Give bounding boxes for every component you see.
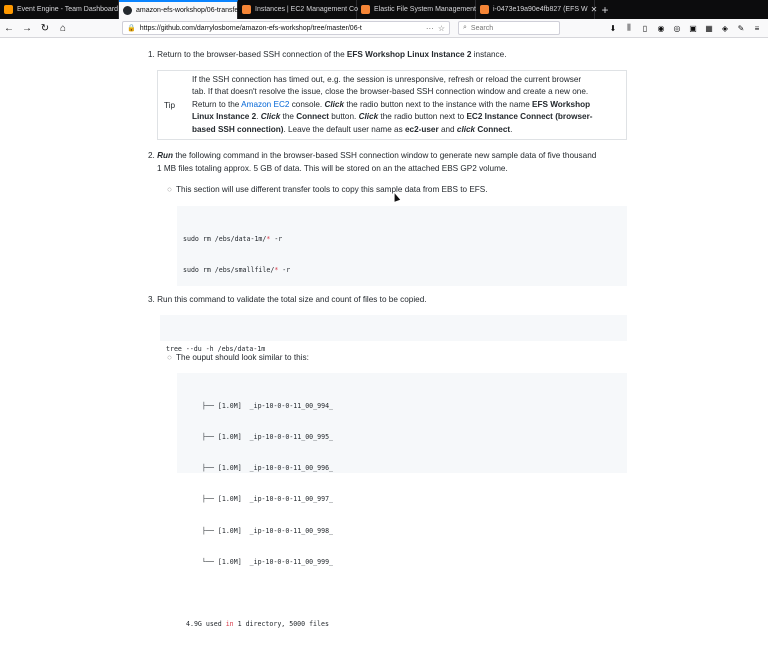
code-block-tree[interactable]: [160, 315, 627, 353]
url-text: https://github.com/darrylosborne/amazon-efs-workshop/tree/master/06-t: [139, 24, 362, 32]
bullet-icon: ○: [167, 185, 172, 194]
back-button[interactable]: ←: [4, 22, 14, 34]
extension-icon[interactable]: ◎: [673, 23, 681, 33]
tab-title: Event Engine - Team Dashboard: [17, 6, 119, 13]
extension-icon[interactable]: ✎: [737, 23, 745, 33]
tab-strip: [0, 0, 768, 19]
tip-fragment: . Leave the default user name as: [283, 124, 405, 134]
code-text: 1 directory, 5000 files: [233, 620, 329, 629]
tip-fragment: the radio button next to: [378, 112, 467, 122]
navigation-bar: [0, 19, 768, 38]
output-summary: [186, 619, 618, 629]
tip-fragment: and: [438, 124, 457, 134]
bookmark-star-icon[interactable]: ☆: [437, 23, 445, 33]
tip-box: [157, 70, 627, 140]
code-line: [183, 265, 621, 275]
tip-label: Tip: [164, 101, 176, 110]
code-block-output[interactable]: [177, 373, 627, 629]
tab-title: Instances | EC2 Management Co: [255, 6, 358, 13]
page-content: [0, 39, 768, 629]
search-icon: ⌕: [463, 24, 467, 31]
step-2-note: [167, 184, 488, 196]
tip-fragment: button.: [328, 112, 359, 122]
output-line: ├── [1.0M] _ip-10-0-0-11_00_997_: [202, 495, 334, 504]
tip-fragment: .: [256, 112, 261, 122]
screenshot-icon[interactable]: ▣: [689, 23, 697, 33]
step-2: [148, 150, 634, 175]
tip-fragment: click: [456, 124, 476, 134]
step-text: the following command in the browser-based SSH connection window to generate new sample data of five thousand: [173, 151, 597, 160]
tip-line: [192, 99, 618, 111]
lock-icon: 🔒: [127, 25, 136, 32]
search-placeholder: Search: [470, 24, 494, 32]
aws-icon: [361, 5, 370, 14]
tip-line: [192, 111, 618, 123]
code-text: -r: [278, 266, 291, 275]
tab-title: Elastic File System Management: [374, 6, 476, 13]
code-token: *: [266, 234, 271, 243]
bullet-icon: ○: [167, 353, 172, 362]
tip-fragment: based SSH connection): [192, 124, 284, 134]
tip-fragment: .: [510, 124, 513, 134]
tip-fragment: EFS Workshop: [532, 99, 591, 109]
step-text: Run this command to validate the total size and count of files to be copied.: [157, 295, 427, 304]
step-number: 3.: [148, 295, 155, 304]
code-token: in: [225, 620, 234, 629]
tab-event-engine[interactable]: [0, 0, 119, 19]
downloads-icon[interactable]: ⬇: [609, 23, 617, 33]
github-icon: [123, 6, 132, 15]
aws-icon: [242, 5, 251, 14]
tip-fragment: Linux Instance 2: [192, 112, 257, 122]
tip-fragment: the: [280, 112, 297, 122]
note-text: This section will use different transfer tools to copy this sample data from EBS to EFS.: [175, 185, 488, 194]
step-line: [148, 150, 634, 163]
code-text: -r: [270, 234, 283, 243]
tab-ec2-instances[interactable]: [238, 0, 357, 19]
tab-title: i-0473e19a90e4fb827 (EFS W: [493, 6, 588, 13]
url-bar[interactable]: [122, 21, 450, 35]
tip-fragment: Connect: [477, 124, 511, 134]
step-3: [148, 294, 634, 307]
output-line: ├── [1.0M] _ip-10-0-0-11_00_994_: [202, 401, 334, 410]
tip-line: [192, 124, 618, 136]
step-text: Return to the browser-based SSH connection of the: [157, 50, 347, 59]
new-tab-button[interactable]: +: [601, 2, 609, 17]
note-text: The ouput should look similar to this:: [175, 353, 309, 362]
tip-fragment: EC2 Instance Connect (browser-: [466, 112, 593, 122]
step-text: instance.: [471, 50, 507, 59]
tab-title: amazon-efs-workshop/06-transfer: [136, 7, 241, 14]
step-3-note: [167, 352, 309, 364]
reload-button[interactable]: ↻: [40, 22, 50, 34]
step-number: 1.: [148, 50, 155, 59]
code-token: *: [274, 266, 279, 275]
step-1: [148, 49, 634, 62]
page-actions-icon[interactable]: ···: [425, 23, 434, 33]
aws-icon: [4, 5, 13, 14]
step-text: Run: [157, 151, 174, 160]
amazon-ec2-link[interactable]: Amazon EC2: [241, 99, 290, 109]
home-button[interactable]: ⌂: [59, 22, 67, 34]
tab-github[interactable]: [119, 0, 241, 19]
tip-line: tab. If that doesn't resolve the issue, close the browser-based SSH connection window and create a new one.: [192, 87, 589, 97]
code-text: sudo rm /ebs/data-1m/: [183, 234, 267, 243]
tip-fragment: console.: [289, 99, 325, 109]
container-icon[interactable]: ▦: [705, 23, 713, 33]
tip-fragment: Return to the: [192, 99, 242, 109]
code-text: sudo rm /ebs/smallfile/: [183, 266, 275, 275]
output-line: ├── [1.0M] _ip-10-0-0-11_00_998_: [202, 526, 334, 535]
sidebar-icon[interactable]: ▯: [642, 23, 648, 33]
output-line: └── [1.0M] _ip-10-0-0-11_00_999_: [202, 557, 334, 566]
tip-text: [192, 74, 618, 136]
tip-fragment: Click: [324, 99, 345, 109]
tip-line: If the SSH connection has timed out, e.g. the session is unresponsive, refresh or reload the current browser: [192, 75, 582, 84]
tip-fragment: ec2-user: [404, 124, 439, 134]
tab-instance-connect[interactable]: [476, 0, 598, 19]
search-input[interactable]: [458, 21, 560, 35]
toolbar-icons: [608, 21, 762, 35]
library-icon[interactable]: ⫼: [627, 23, 631, 32]
code-line: [183, 234, 621, 244]
step-text: 1 MB files totaling approx. 5 GB of data. This will be stored on an the attached EBS GP2 volume.: [157, 163, 508, 173]
extension-icon[interactable]: ◈: [721, 23, 729, 33]
close-icon[interactable]: ✕: [590, 5, 598, 14]
menu-icon[interactable]: ≡: [754, 23, 760, 33]
step-number: 2.: [148, 151, 155, 160]
code-block-generate[interactable]: [177, 206, 627, 286]
aws-icon: [480, 5, 489, 14]
code-line: tree --du -h /ebs/data-1m: [166, 344, 266, 353]
forward-button[interactable]: →: [22, 22, 32, 34]
tab-efs-management[interactable]: [357, 0, 476, 19]
ublock-icon[interactable]: ◉: [657, 23, 665, 33]
instance-name: EFS Workshop Linux Instance 2: [346, 50, 472, 59]
tip-fragment: Connect: [296, 112, 329, 122]
code-text: 4.9G used: [186, 620, 226, 629]
output-line: ├── [1.0M] _ip-10-0-0-11_00_996_: [202, 464, 334, 473]
tip-fragment: the radio button next to the instance with the name: [344, 99, 533, 109]
output-line: ├── [1.0M] _ip-10-0-0-11_00_995_: [202, 433, 334, 442]
tip-fragment: Click: [358, 112, 379, 122]
tip-fragment: Click: [260, 112, 281, 122]
output-line: [186, 588, 618, 598]
